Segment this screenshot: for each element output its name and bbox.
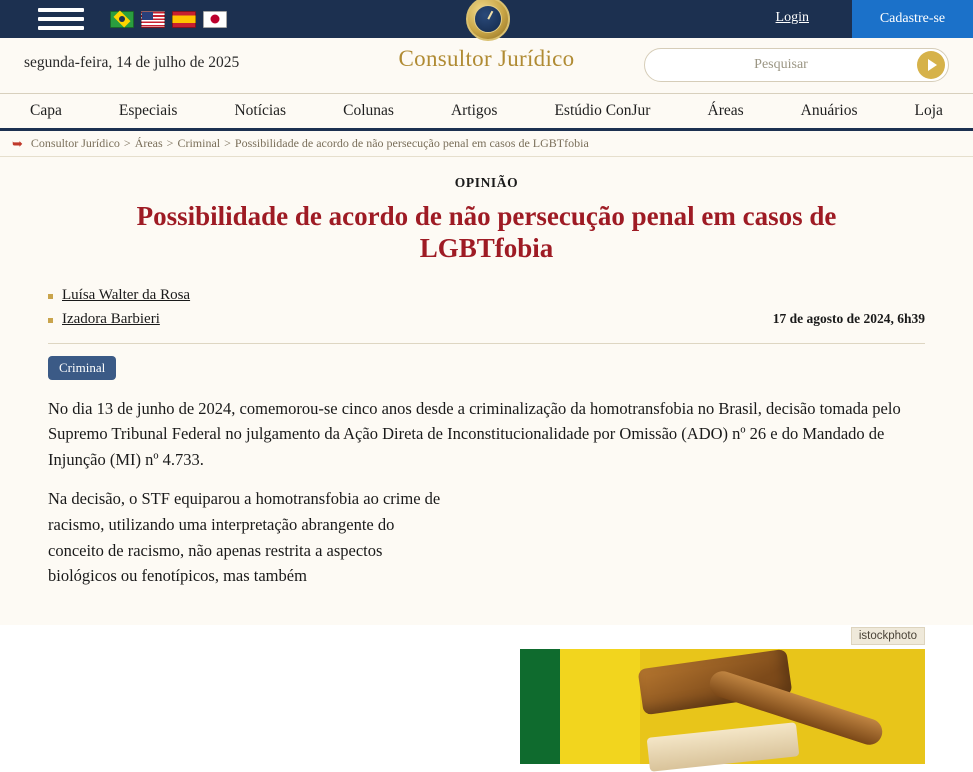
article-body	[48, 396, 925, 589]
breadcrumb-separator: >	[224, 136, 231, 150]
language-flags	[110, 11, 227, 28]
article-kicker: OPINIÃO	[454, 175, 519, 190]
article	[0, 175, 973, 642]
nav-item-anuarios[interactable]: Anuários	[800, 102, 858, 119]
breadcrumb-arrow-icon: ➥	[12, 135, 23, 151]
search-submit-button[interactable]	[917, 51, 945, 79]
breadcrumb-item-criminal[interactable]: Criminal	[177, 136, 221, 150]
flag-es-icon[interactable]	[172, 11, 196, 28]
signup-button[interactable]: Cadastre-se	[852, 0, 973, 38]
flag-jp-icon[interactable]	[203, 11, 227, 28]
flag-br-icon[interactable]	[110, 11, 134, 28]
list-item	[48, 311, 190, 328]
gavel-photo	[520, 649, 925, 764]
publish-date: 17 de agosto de 2024, 6h39	[772, 310, 925, 326]
nav-item-estudio-conjur[interactable]: Estúdio ConJur	[554, 102, 651, 119]
nav-item-artigos[interactable]: Artigos	[450, 102, 498, 119]
gavel-block-shape	[647, 722, 800, 771]
author-link-2[interactable]: Izadora Barbieri	[62, 310, 160, 327]
top-bar	[0, 0, 973, 38]
medal-logo-icon[interactable]	[466, 0, 510, 41]
breadcrumb-item-areas[interactable]: Áreas	[134, 136, 163, 150]
article-figure	[520, 630, 925, 764]
hamburger-icon[interactable]	[38, 8, 84, 30]
search-input[interactable]	[645, 56, 917, 74]
article-paragraph-1: No dia 13 de junho de 2024, comemorou-se cinco anos desde a criminalização da homotransfobia no Brasil, decisão tomada pelo Supremo Tribunal Federal no julgamento da Ação Direta de Inconstitucionalidade por Omissão (ADO) nº 26 e do Mandado de Injunção (MI) nº 4.733.	[48, 398, 901, 469]
page-title: Possibilidade de acordo de não persecução penal em casos de LGBTfobia	[136, 201, 837, 263]
image-credit: istockphoto	[851, 627, 925, 645]
article-paragraph-2: Na decisão, o STF equiparou a homotransfobia ao crime de racismo, utilizando uma interpretação abrangente do conceito de racismo, não apenas restrita a aspectos biológicos ou fenotípicos, mas também	[48, 489, 441, 586]
search-box	[644, 48, 949, 82]
byline-row	[48, 287, 925, 335]
list-item	[48, 287, 190, 304]
author-link-1[interactable]: Luísa Walter da Rosa	[62, 286, 191, 303]
flag-us-icon[interactable]	[141, 11, 165, 28]
nav-item-especiais[interactable]: Especiais	[118, 102, 178, 119]
hamburger-line	[38, 26, 84, 30]
nav-item-noticias[interactable]: Notícias	[234, 102, 287, 119]
author-list	[48, 287, 190, 335]
hamburger-line	[38, 17, 84, 21]
play-arrow-icon	[928, 59, 937, 71]
login-link[interactable]: Login	[775, 10, 809, 25]
breadcrumb-separator: >	[123, 136, 131, 150]
main-nav	[0, 93, 973, 131]
divider	[48, 343, 925, 344]
current-date: segunda-feira, 14 de julho de 2025	[24, 54, 240, 71]
nav-item-capa[interactable]: Capa	[30, 102, 62, 119]
site-logo-text[interactable]: Consultor Jurídico	[398, 46, 575, 71]
medal-logo-inner	[474, 5, 502, 33]
hamburger-line	[38, 8, 84, 12]
nav-item-loja[interactable]: Loja	[914, 102, 943, 119]
breadcrumb-item-home[interactable]: Consultor Jurídico	[30, 136, 120, 150]
breadcrumb-item-current: Possibilidade de acordo de não persecução penal em casos de LGBTfobia	[234, 136, 589, 150]
nav-item-colunas[interactable]: Colunas	[343, 102, 394, 119]
status-badge[interactable]: Criminal	[48, 356, 116, 380]
site-header	[0, 38, 973, 93]
breadcrumb-separator: >	[166, 136, 174, 150]
nav-item-areas[interactable]: Áreas	[707, 102, 744, 119]
breadcrumb	[0, 131, 973, 157]
